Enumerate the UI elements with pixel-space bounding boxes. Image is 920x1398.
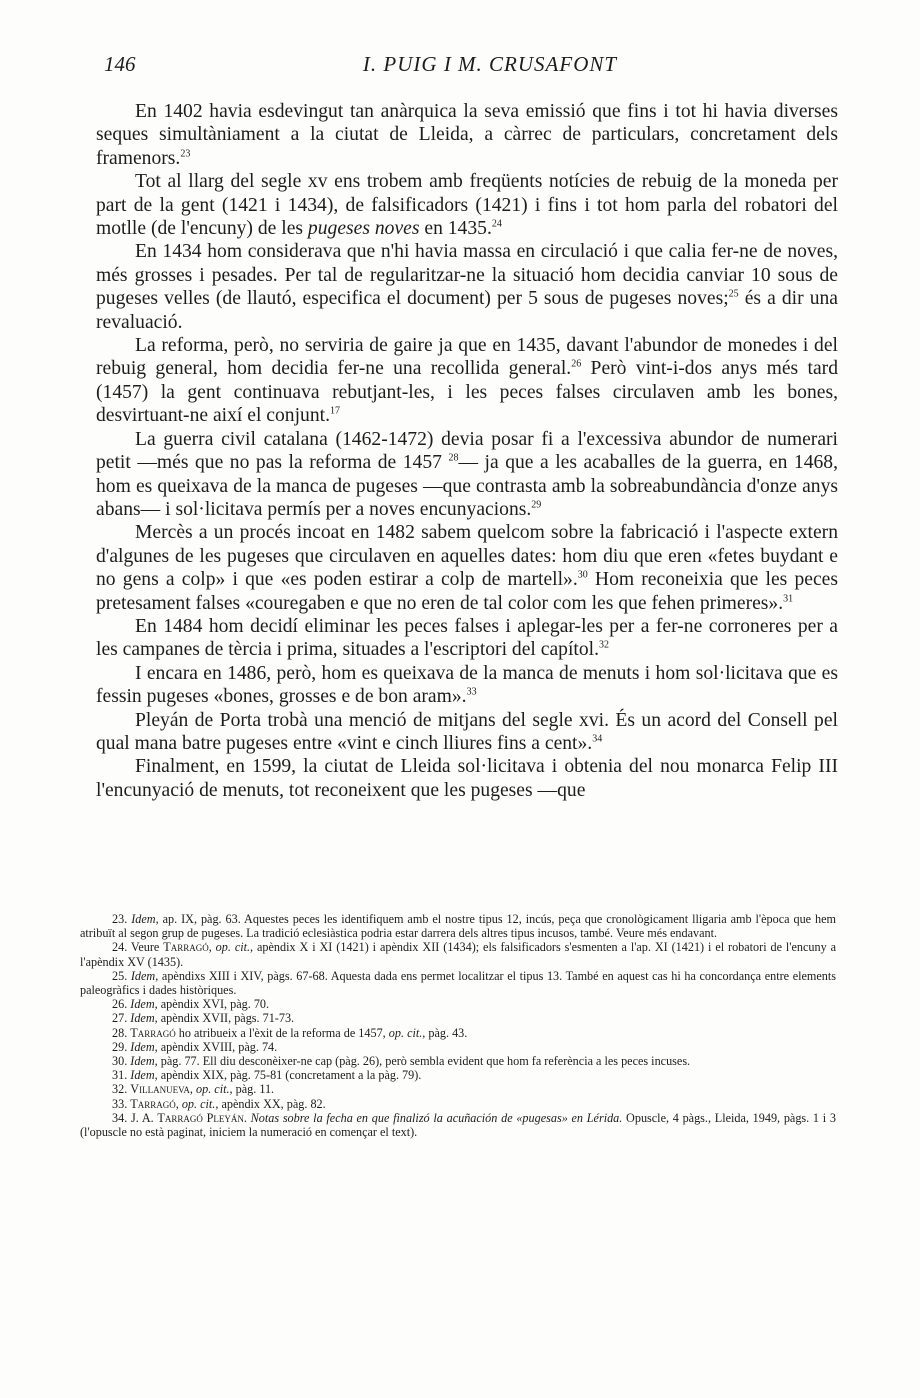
footnote-4: [80, 997, 836, 1011]
text-run: 32.: [112, 1082, 131, 1097]
italic-text: Idem,: [131, 912, 159, 926]
footnote-8: [80, 1054, 836, 1068]
footnote-10: [80, 1082, 836, 1096]
paragraph-4: [96, 334, 838, 428]
footnote-12: [80, 1111, 836, 1139]
running-title: I. PUIG I M. CRUSAFONT: [362, 52, 618, 76]
paragraph-10: [96, 755, 838, 802]
text-run: 24. Veure: [112, 940, 164, 955]
text-run: apèndix XX, pàg. 82.: [218, 1096, 326, 1111]
footnote-ref: 17: [329, 405, 340, 417]
text-run: Mercès a un procés incoat en 1482 sabem quelcom sobre la fabricació i l'aspecte extern d'algunes de les pugeses que circulaven en aquelles dates: hom diu que eren «fetes buydant e no gens a colp» i que «es poden estirar a colp de martell».: [96, 522, 838, 591]
small-caps-text: Tarragó Pleyán: [157, 1110, 244, 1125]
footnote-11: [80, 1097, 836, 1111]
text-run: 30.: [112, 1054, 131, 1069]
paragraph-8: [96, 662, 838, 709]
italic-text: Idem,: [130, 997, 158, 1012]
italic-text: op. cit.,: [215, 940, 254, 955]
footnote-7: [80, 1040, 836, 1054]
text-run: — ja que a les acaballes de la guerra, en 1468, hom es queixava de la manca de pugeses —que contrasta amb la sobreabundància d'onze anys abans— i sol·licitava permís per a noves encunyacions.: [96, 452, 838, 520]
text-run: La guerra civil catalana (1462-1472) devia posar fi a l'excessiva abundor de numerari petit —més que no pas la reforma de 1457: [96, 428, 838, 474]
footnote-ref: 28: [448, 452, 459, 464]
italic-text: Notas sobre la fecha en que finalizó la acuñación de «pugesas» en Lérida.: [250, 1110, 623, 1125]
text-run: 31.: [112, 1068, 131, 1083]
paragraph-9: [96, 709, 838, 756]
text-run: 26.: [112, 997, 131, 1012]
paragraph-2: [96, 170, 838, 240]
text-run: .: [243, 1110, 251, 1125]
small-caps-text: Tarragó: [130, 1025, 176, 1040]
text-run: ,: [175, 1096, 182, 1111]
footnote-ref: 31: [783, 593, 794, 604]
footnote-ref: 25: [728, 288, 739, 300]
paragraph-5: [96, 428, 838, 522]
footnote-ref: 24: [491, 218, 502, 230]
text-run: 34. J. A.: [112, 1110, 158, 1125]
italic-text: op. cit.,: [388, 1025, 426, 1040]
text-run: En 1402 havia esdevingut tan anàrquica la seva emissió que fins i tot hi havia diverses seques simultàniament a la ciutat de Lleida, a càrrec de particulars, concretament dels framenors.: [96, 101, 838, 169]
footnote-ref: 30: [577, 569, 588, 581]
text-run: 29.: [112, 1039, 131, 1054]
paragraph-1: [96, 100, 838, 170]
text-run: pàg. 11.: [232, 1082, 275, 1097]
body-text: [96, 100, 838, 802]
text-run: 28.: [112, 1025, 131, 1040]
text-run: apèndix XVIII, pàg. 74.: [157, 1039, 278, 1054]
text-run: és a dir una revaluació.: [96, 288, 838, 333]
text-run: apèndix XIX, pàg. 75-81 (concretament a la pàg. 79).: [157, 1068, 422, 1083]
text-run: I encara en 1486, però, hom es queixava de la manca de menuts i hom sol·licitava que es fessin pugeses «bones, grosses e de bon aram».: [96, 662, 838, 708]
text-run: ho atribueix a l'èxit de la reforma de 1457,: [175, 1025, 389, 1040]
text-run: pàg. 43.: [425, 1025, 468, 1040]
small-caps-text: Tarragó: [163, 940, 209, 955]
text-run: ,: [189, 1082, 197, 1097]
footnote-1: [80, 912, 836, 940]
text-run: Tot al llarg del segle xv ens trobem amb freqüents notícies de rebuig de la moneda per part de la gent (1421 i 1434), de falsificadors (1421) i fins i tot hom parla del robatori del motlle (de l'encuny) de les: [96, 171, 838, 240]
footnote-ref: 34: [592, 733, 603, 745]
text-run: 27.: [112, 1011, 131, 1026]
footnote-ref: 23: [180, 148, 191, 160]
text-run: apèndix XVI, pàg. 70.: [157, 997, 270, 1012]
footnote-3: [80, 969, 836, 997]
text-run: En 1434 hom considerava que n'hi havia massa en circulació i que calia fer-ne de noves, més grosses i pesades. Per tal de regularitzar-ne la situació hom decidia canviar 10 sous de pugeses velles (de llautó, especifica el document) per 5 sous de pugeses noves;: [96, 241, 838, 310]
footnote-ref: 26: [571, 358, 582, 370]
text-run: apèndixs XIII i XIV, pàgs. 67-68. Aquesta dada ens permet localitzar el tipus 13. També en aquest cas hi ha concordança entre elements paleogràfics i dades històriques.: [80, 968, 837, 998]
text-run: Finalment, en 1599, la ciutat de Lleida sol·licitava i obtenia del nou monarca Felip III l'encunyació de menuts, tot reconeixent que les pugeses —que: [96, 756, 838, 801]
italic-text: Idem,: [130, 1054, 158, 1069]
small-caps-text: Villanueva: [130, 1082, 190, 1097]
footnote-6: [80, 1026, 836, 1040]
italic-text: Idem,: [130, 1011, 158, 1026]
italic-text: Idem,: [130, 1068, 158, 1083]
italic-text: pugeses noves: [307, 218, 420, 240]
small-caps-text: Tarragó: [130, 1096, 176, 1111]
text-run: apèndix X i XI (1421) i apèndix XII (1434); els falsificadors s'esmenten a l'ap. XI (1421) i el robatori de l'encuny a l'apèndix XV (1435).: [80, 940, 837, 969]
paragraph-3: [96, 240, 838, 334]
text-run: 33.: [112, 1096, 131, 1111]
footnote-ref: 29: [531, 499, 542, 511]
footnote-ref: 33: [466, 686, 477, 698]
text-run: 25.: [112, 968, 131, 983]
text-run: 23.: [112, 912, 132, 926]
text-run: En 1484 hom decidí eliminar les peces falses i aplegar-les per a fer-ne corroneres per a les campanes de tèrcia i prima, situades a l'escriptori del capítol.: [96, 615, 838, 661]
footnote-9: [80, 1068, 836, 1082]
text-run: Però vint-i-dos anys més tard (1457) la gent continuava rebutjant-les, i les peces falses circulaven amb les bones, desvirtuant-ne així el conjunt.: [96, 358, 838, 427]
paragraph-6: [96, 521, 838, 615]
footnote-5: [80, 1011, 836, 1025]
text-run: ,: [208, 940, 216, 955]
text-run: Pleyán de Porta trobà una menció de mitjans del segle xvi. És un acord del Consell pel qual mana batre pugeses entre «vint e cinch lliures fins a cent».: [96, 709, 838, 754]
page-number: 146: [104, 52, 136, 76]
page-header: [96, 52, 824, 82]
paragraph-7: [96, 615, 838, 662]
italic-text: Idem,: [130, 1039, 158, 1054]
text-run: La reforma, però, no serviria de gaire ja que en 1435, davant l'abundor de monedes i del rebuig general, hom decidia fer-ne una recollida general.: [96, 335, 838, 380]
text-run: Hom reconeixia que les peces pretesament falses «couregaben e que no eren de tal color com les que fehen primeres».: [96, 569, 838, 614]
footnote-ref: 32: [598, 639, 609, 651]
text-run: Opuscle, 4 pàgs., Lleida, 1949, pàgs. 1 i 3 (l'opuscle no està paginat, iniciem la numeració en començar el text).: [80, 1110, 836, 1140]
italic-text: op. cit.,: [196, 1082, 233, 1097]
italic-text: op. cit.,: [181, 1096, 219, 1111]
text-run: en 1435.: [419, 218, 492, 240]
text-run: apèndix XVII, pàgs. 71-73.: [157, 1011, 295, 1026]
text-run: pàg. 77. Ell diu desconèixer-ne cap (pàg. 26), però sembla evident que hom fa referència a les peces incuses.: [157, 1054, 691, 1069]
footnotes: [80, 912, 836, 1139]
italic-text: Idem,: [130, 968, 159, 983]
footnote-2: [80, 940, 836, 968]
text-run: ap. IX, pàg. 63. Aquestes peces les identifiquem amb el nostre tipus 12, incús, peça que cronològicament lligaria amb l'època que hem atribuït al segon grup de pugeses. La tradició eclesiàstica podria estar darrera dels altres tipus incusos, també. Veure més endavant.: [80, 912, 837, 941]
